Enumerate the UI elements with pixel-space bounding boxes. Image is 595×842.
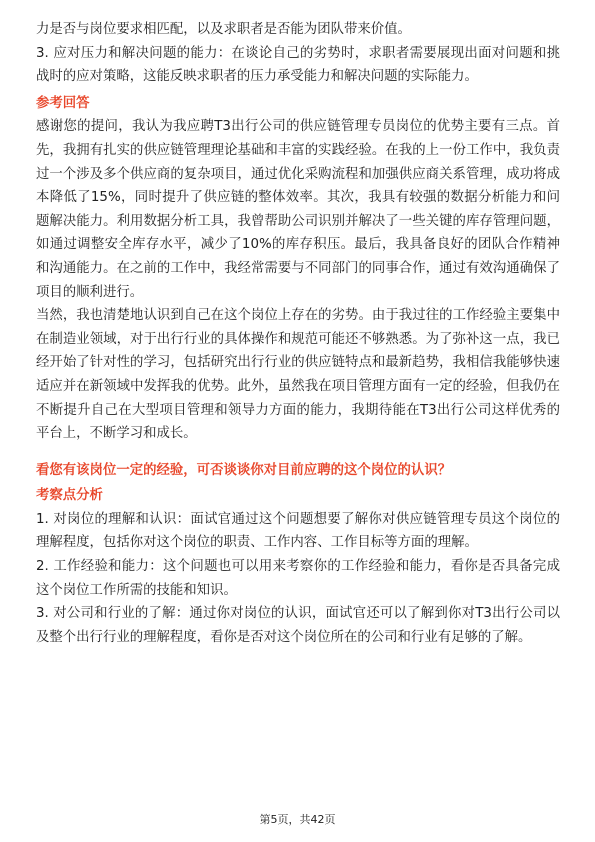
analysis-point-company-industry: 3. 对公司和行业的了解：通过你对岗位的认识，面试官还可以了解到你对T3出行公司以及整个出行行业的理解程度，看你是否对这个岗位所在的公司和行业有足够的了解。 <box>36 606 560 645</box>
question-heading: 看您有该岗位一定的经验，可否谈谈你对目前应聘的这个岗位的认识？ <box>36 462 452 478</box>
reference-answer-heading: 参考回答 <box>36 95 90 111</box>
paragraph-pressure-ability: 3. 应对压力和解决问题的能力：在谈论自己的劣势时，求职者需要展现出面对问题和挑战时的应对策略，这能反映求职者的压力承受能力和解决问题的实际能力。 <box>36 45 560 85</box>
answer-paragraph-strengths: 感谢您的提问，我认为我应聘T3出行公司的供应链管理专员岗位的优势主要有三点。首先，我拥有扎实的供应链管理理论基础和丰富的实践经验。在我的上一份工作中，我负责过一个涉及多个供应商的复杂项目，通过优化采购流程和加强供应商关系管理，成功将成本降低了15%，同时提升了供应链的整体效率。其次，我具有较强的数据分析能力和问题解决能力。利用数据分析工具，我曾帮助公司识别并解决了一些关键的库存管理问题，如通过调整安全库存水平，减少了10%的库存积压。最后，我具备良好的团队合作精神和沟通能力。在之前的工作中，我经常需要与不同部门的同事合作，通过有效沟通确保了项目的顺利进行。 <box>36 119 560 300</box>
document-page <box>36 18 560 649</box>
page-number-footer: 第5页，共42页 <box>259 813 336 826</box>
paragraph-team-value: 力是否与岗位要求相匹配，以及求职者是否能为团队带来价值。 <box>36 22 411 37</box>
analysis-point-experience: 2. 工作经验和能力：这个问题也可以用来考察你的工作经验和能力，看你是否具备完成这个岗位工作所需的技能和知识。 <box>36 559 560 598</box>
analysis-point-role-understanding: 1. 对岗位的理解和认识：面试官通过这个问题想要了解你对供应链管理专员这个岗位的理解程度，包括你对这个岗位的职责、工作内容、工作目标等方面的理解。 <box>36 511 560 551</box>
analysis-heading: 考察点分析 <box>36 488 103 504</box>
answer-paragraph-weaknesses: 当然，我也清楚地认识到自己在这个岗位上存在的劣势。由于我过往的工作经验主要集中在制造业领域，对于出行行业的具体操作和规范可能还不够熟悉。为了弥补这一点，我已经开始了针对性的学习，包括研究出行行业的供应链特点和最新趋势，我相信我能够快速适应并在新领域中发挥我的优势。此外，虽然我在项目管理方面有一定的经验，但我仍在不断提升自己在大型项目管理和领导力方面的能力，我期待能在T3出行公司这样优秀的平台上，不断学习和成长。 <box>36 308 560 442</box>
